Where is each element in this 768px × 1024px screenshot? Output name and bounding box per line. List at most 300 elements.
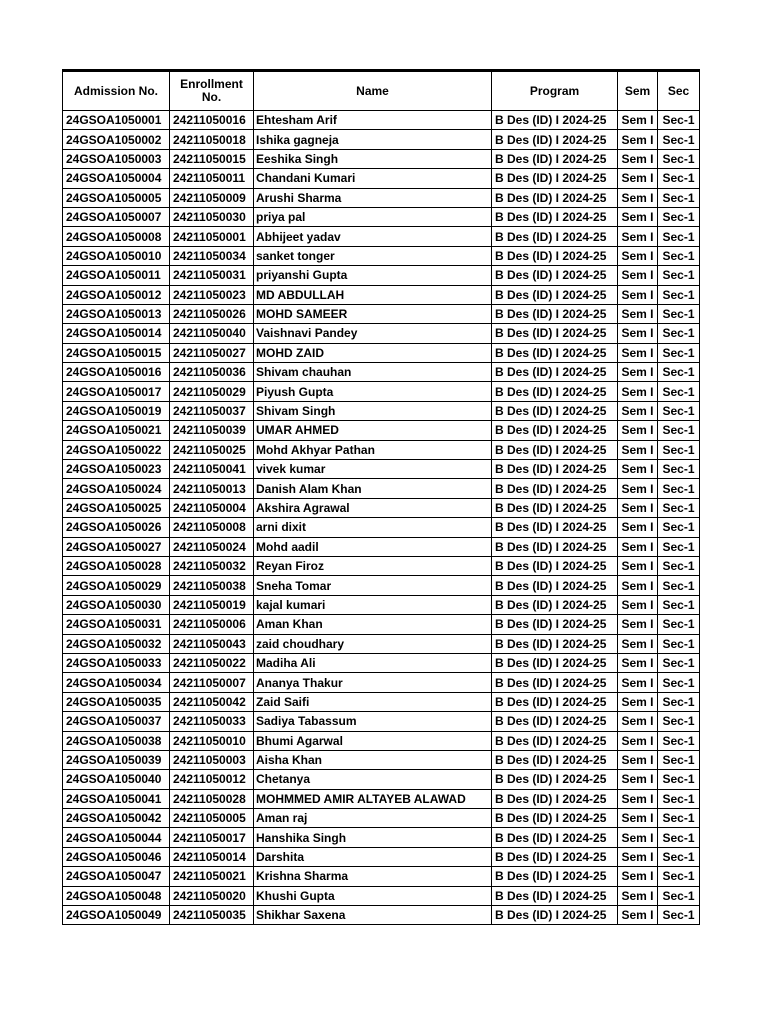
name-cell: Abhijeet yadav bbox=[254, 227, 492, 246]
program-cell: B Des (ID) I 2024-25 bbox=[492, 886, 618, 905]
sec-cell: Sec-1 bbox=[658, 770, 700, 789]
admission-no-cell: 24GSOA1050048 bbox=[63, 886, 170, 905]
name-cell: Akshira Agrawal bbox=[254, 498, 492, 517]
admission-no-cell: 24GSOA1050031 bbox=[63, 615, 170, 634]
name-cell: MOHMMED AMIR ALTAYEB ALAWAD bbox=[254, 789, 492, 808]
table-row bbox=[63, 304, 700, 323]
admission-no-cell: 24GSOA1050002 bbox=[63, 130, 170, 149]
admission-no-cell: 24GSOA1050015 bbox=[63, 343, 170, 362]
sem-cell: Sem I bbox=[618, 731, 658, 750]
table-row bbox=[63, 169, 700, 188]
admission-no-cell: 24GSOA1050001 bbox=[63, 111, 170, 130]
enrollment-no-cell: 24211050018 bbox=[170, 130, 254, 149]
admission-no-cell: 24GSOA1050033 bbox=[63, 653, 170, 672]
table-row bbox=[63, 188, 700, 207]
table-row bbox=[63, 130, 700, 149]
enrollment-no-cell: 24211050015 bbox=[170, 149, 254, 168]
sec-cell: Sec-1 bbox=[658, 673, 700, 692]
header-sec: Sec bbox=[658, 71, 700, 111]
student-list-sheet bbox=[62, 69, 699, 925]
admission-no-cell: 24GSOA1050029 bbox=[63, 576, 170, 595]
name-cell: Aisha Khan bbox=[254, 750, 492, 769]
sec-cell: Sec-1 bbox=[658, 304, 700, 323]
enrollment-no-cell: 24211050031 bbox=[170, 266, 254, 285]
table-row bbox=[63, 886, 700, 905]
sec-cell: Sec-1 bbox=[658, 595, 700, 614]
table-row bbox=[63, 266, 700, 285]
enrollment-no-cell: 24211050005 bbox=[170, 809, 254, 828]
admission-no-cell: 24GSOA1050035 bbox=[63, 692, 170, 711]
table-row bbox=[63, 207, 700, 226]
admission-no-cell: 24GSOA1050021 bbox=[63, 421, 170, 440]
table-row bbox=[63, 246, 700, 265]
name-cell: Vaishnavi Pandey bbox=[254, 324, 492, 343]
name-cell: MD ABDULLAH bbox=[254, 285, 492, 304]
enrollment-no-cell: 24211050034 bbox=[170, 246, 254, 265]
sem-cell: Sem I bbox=[618, 304, 658, 323]
admission-no-cell: 24GSOA1050047 bbox=[63, 867, 170, 886]
enrollment-no-cell: 24211050042 bbox=[170, 692, 254, 711]
sem-cell: Sem I bbox=[618, 653, 658, 672]
header-name: Name bbox=[254, 71, 492, 111]
admission-no-cell: 24GSOA1050003 bbox=[63, 149, 170, 168]
table-row bbox=[63, 382, 700, 401]
name-cell: Aman raj bbox=[254, 809, 492, 828]
sec-cell: Sec-1 bbox=[658, 653, 700, 672]
enrollment-no-cell: 24211050003 bbox=[170, 750, 254, 769]
sec-cell: Sec-1 bbox=[658, 324, 700, 343]
admission-no-cell: 24GSOA1050028 bbox=[63, 556, 170, 575]
program-cell: B Des (ID) I 2024-25 bbox=[492, 285, 618, 304]
admission-no-cell: 24GSOA1050022 bbox=[63, 440, 170, 459]
enrollment-no-cell: 24211050004 bbox=[170, 498, 254, 517]
program-cell: B Des (ID) I 2024-25 bbox=[492, 207, 618, 226]
sem-cell: Sem I bbox=[618, 828, 658, 847]
sec-cell: Sec-1 bbox=[658, 828, 700, 847]
program-cell: B Des (ID) I 2024-25 bbox=[492, 401, 618, 420]
admission-no-cell: 24GSOA1050012 bbox=[63, 285, 170, 304]
name-cell: Krishna Sharma bbox=[254, 867, 492, 886]
sec-cell: Sec-1 bbox=[658, 556, 700, 575]
sec-cell: Sec-1 bbox=[658, 401, 700, 420]
sec-cell: Sec-1 bbox=[658, 576, 700, 595]
sem-cell: Sem I bbox=[618, 382, 658, 401]
enrollment-no-cell: 24211050038 bbox=[170, 576, 254, 595]
program-cell: B Des (ID) I 2024-25 bbox=[492, 363, 618, 382]
sem-cell: Sem I bbox=[618, 712, 658, 731]
table-row bbox=[63, 750, 700, 769]
table-row bbox=[63, 324, 700, 343]
admission-no-cell: 24GSOA1050007 bbox=[63, 207, 170, 226]
sec-cell: Sec-1 bbox=[658, 692, 700, 711]
enrollment-no-cell: 24211050021 bbox=[170, 867, 254, 886]
table-row bbox=[63, 498, 700, 517]
enrollment-no-cell: 24211050023 bbox=[170, 285, 254, 304]
admission-no-cell: 24GSOA1050044 bbox=[63, 828, 170, 847]
enrollment-no-cell: 24211050022 bbox=[170, 653, 254, 672]
name-cell: priya pal bbox=[254, 207, 492, 226]
name-cell: Arushi Sharma bbox=[254, 188, 492, 207]
name-cell: UMAR AHMED bbox=[254, 421, 492, 440]
sec-cell: Sec-1 bbox=[658, 498, 700, 517]
admission-no-cell: 24GSOA1050038 bbox=[63, 731, 170, 750]
sec-cell: Sec-1 bbox=[658, 460, 700, 479]
admission-no-cell: 24GSOA1050017 bbox=[63, 382, 170, 401]
sec-cell: Sec-1 bbox=[658, 537, 700, 556]
enrollment-no-cell: 24211050007 bbox=[170, 673, 254, 692]
name-cell: Khushi Gupta bbox=[254, 886, 492, 905]
sec-cell: Sec-1 bbox=[658, 712, 700, 731]
admission-no-cell: 24GSOA1050037 bbox=[63, 712, 170, 731]
sec-cell: Sec-1 bbox=[658, 130, 700, 149]
table-row bbox=[63, 673, 700, 692]
sec-cell: Sec-1 bbox=[658, 266, 700, 285]
program-cell: B Des (ID) I 2024-25 bbox=[492, 731, 618, 750]
enrollment-no-cell: 24211050006 bbox=[170, 615, 254, 634]
table-row bbox=[63, 518, 700, 537]
program-cell: B Des (ID) I 2024-25 bbox=[492, 188, 618, 207]
sem-cell: Sem I bbox=[618, 111, 658, 130]
program-cell: B Des (ID) I 2024-25 bbox=[492, 479, 618, 498]
table-row bbox=[63, 363, 700, 382]
admission-no-cell: 24GSOA1050024 bbox=[63, 479, 170, 498]
name-cell: kajal kumari bbox=[254, 595, 492, 614]
sec-cell: Sec-1 bbox=[658, 867, 700, 886]
sem-cell: Sem I bbox=[618, 460, 658, 479]
name-cell: MOHD SAMEER bbox=[254, 304, 492, 323]
sem-cell: Sem I bbox=[618, 537, 658, 556]
enrollment-no-cell: 24211050017 bbox=[170, 828, 254, 847]
admission-no-cell: 24GSOA1050019 bbox=[63, 401, 170, 420]
sec-cell: Sec-1 bbox=[658, 421, 700, 440]
program-cell: B Des (ID) I 2024-25 bbox=[492, 712, 618, 731]
admission-no-cell: 24GSOA1050014 bbox=[63, 324, 170, 343]
table-row bbox=[63, 556, 700, 575]
program-cell: B Des (ID) I 2024-25 bbox=[492, 130, 618, 149]
admission-no-cell: 24GSOA1050011 bbox=[63, 266, 170, 285]
enrollment-no-cell: 24211050039 bbox=[170, 421, 254, 440]
table-row bbox=[63, 847, 700, 866]
sem-cell: Sem I bbox=[618, 634, 658, 653]
table-row bbox=[63, 653, 700, 672]
sem-cell: Sem I bbox=[618, 789, 658, 808]
admission-no-cell: 24GSOA1050013 bbox=[63, 304, 170, 323]
admission-no-cell: 24GSOA1050004 bbox=[63, 169, 170, 188]
sem-cell: Sem I bbox=[618, 867, 658, 886]
header-sem: Sem bbox=[618, 71, 658, 111]
sem-cell: Sem I bbox=[618, 576, 658, 595]
enrollment-no-cell: 24211050041 bbox=[170, 460, 254, 479]
table-row bbox=[63, 421, 700, 440]
enrollment-no-cell: 24211050020 bbox=[170, 886, 254, 905]
table-row bbox=[63, 789, 700, 808]
sem-cell: Sem I bbox=[618, 169, 658, 188]
program-cell: B Des (ID) I 2024-25 bbox=[492, 556, 618, 575]
enrollment-no-cell: 24211050026 bbox=[170, 304, 254, 323]
enrollment-no-cell: 24211050014 bbox=[170, 847, 254, 866]
header-enrollment-no: Enrollment No. bbox=[170, 71, 254, 111]
sec-cell: Sec-1 bbox=[658, 382, 700, 401]
name-cell: arni dixit bbox=[254, 518, 492, 537]
sem-cell: Sem I bbox=[618, 401, 658, 420]
sem-cell: Sem I bbox=[618, 770, 658, 789]
sem-cell: Sem I bbox=[618, 188, 658, 207]
name-cell: Ehtesham Arif bbox=[254, 111, 492, 130]
sem-cell: Sem I bbox=[618, 440, 658, 459]
table-row bbox=[63, 576, 700, 595]
admission-no-cell: 24GSOA1050040 bbox=[63, 770, 170, 789]
enrollment-no-cell: 24211050032 bbox=[170, 556, 254, 575]
sem-cell: Sem I bbox=[618, 518, 658, 537]
program-cell: B Des (ID) I 2024-25 bbox=[492, 382, 618, 401]
table-row bbox=[63, 537, 700, 556]
enrollment-no-cell: 24211050033 bbox=[170, 712, 254, 731]
name-cell: Aman Khan bbox=[254, 615, 492, 634]
program-cell: B Des (ID) I 2024-25 bbox=[492, 111, 618, 130]
sem-cell: Sem I bbox=[618, 324, 658, 343]
table-row bbox=[63, 479, 700, 498]
table-row bbox=[63, 343, 700, 362]
program-cell: B Des (ID) I 2024-25 bbox=[492, 615, 618, 634]
table-row bbox=[63, 460, 700, 479]
table-row bbox=[63, 227, 700, 246]
sem-cell: Sem I bbox=[618, 207, 658, 226]
program-cell: B Des (ID) I 2024-25 bbox=[492, 246, 618, 265]
program-cell: B Des (ID) I 2024-25 bbox=[492, 847, 618, 866]
name-cell: vivek kumar bbox=[254, 460, 492, 479]
table-row bbox=[63, 440, 700, 459]
sec-cell: Sec-1 bbox=[658, 906, 700, 925]
sem-cell: Sem I bbox=[618, 343, 658, 362]
name-cell: sanket tonger bbox=[254, 246, 492, 265]
sec-cell: Sec-1 bbox=[658, 363, 700, 382]
table-row bbox=[63, 867, 700, 886]
name-cell: Ananya Thakur bbox=[254, 673, 492, 692]
enrollment-no-cell: 24211050035 bbox=[170, 906, 254, 925]
admission-no-cell: 24GSOA1050046 bbox=[63, 847, 170, 866]
sem-cell: Sem I bbox=[618, 227, 658, 246]
program-cell: B Des (ID) I 2024-25 bbox=[492, 867, 618, 886]
sec-cell: Sec-1 bbox=[658, 111, 700, 130]
enrollment-no-cell: 24211050030 bbox=[170, 207, 254, 226]
program-cell: B Des (ID) I 2024-25 bbox=[492, 750, 618, 769]
admission-no-cell: 24GSOA1050005 bbox=[63, 188, 170, 207]
name-cell: Sadiya Tabassum bbox=[254, 712, 492, 731]
name-cell: Madiha Ali bbox=[254, 653, 492, 672]
name-cell: Zaid Saifi bbox=[254, 692, 492, 711]
table-row bbox=[63, 809, 700, 828]
table-row bbox=[63, 111, 700, 130]
program-cell: B Des (ID) I 2024-25 bbox=[492, 149, 618, 168]
program-cell: B Des (ID) I 2024-25 bbox=[492, 906, 618, 925]
sec-cell: Sec-1 bbox=[658, 343, 700, 362]
enrollment-no-cell: 24211050010 bbox=[170, 731, 254, 750]
enrollment-no-cell: 24211050028 bbox=[170, 789, 254, 808]
sec-cell: Sec-1 bbox=[658, 440, 700, 459]
student-table bbox=[62, 69, 700, 925]
program-cell: B Des (ID) I 2024-25 bbox=[492, 673, 618, 692]
sem-cell: Sem I bbox=[618, 498, 658, 517]
enrollment-no-cell: 24211050029 bbox=[170, 382, 254, 401]
table-row bbox=[63, 595, 700, 614]
sem-cell: Sem I bbox=[618, 363, 658, 382]
sem-cell: Sem I bbox=[618, 266, 658, 285]
enrollment-no-cell: 24211050040 bbox=[170, 324, 254, 343]
admission-no-cell: 24GSOA1050042 bbox=[63, 809, 170, 828]
sec-cell: Sec-1 bbox=[658, 731, 700, 750]
sec-cell: Sec-1 bbox=[658, 227, 700, 246]
name-cell: Reyan Firoz bbox=[254, 556, 492, 575]
program-cell: B Des (ID) I 2024-25 bbox=[492, 653, 618, 672]
enrollment-no-cell: 24211050012 bbox=[170, 770, 254, 789]
enrollment-no-cell: 24211050008 bbox=[170, 518, 254, 537]
sem-cell: Sem I bbox=[618, 246, 658, 265]
enrollment-no-cell: 24211050027 bbox=[170, 343, 254, 362]
header-admission-no: Admission No. bbox=[63, 71, 170, 111]
name-cell: Bhumi Agarwal bbox=[254, 731, 492, 750]
program-cell: B Des (ID) I 2024-25 bbox=[492, 343, 618, 362]
program-cell: B Des (ID) I 2024-25 bbox=[492, 692, 618, 711]
enrollment-no-cell: 24211050019 bbox=[170, 595, 254, 614]
admission-no-cell: 24GSOA1050032 bbox=[63, 634, 170, 653]
header-row bbox=[63, 71, 700, 111]
sec-cell: Sec-1 bbox=[658, 479, 700, 498]
header-program: Program bbox=[492, 71, 618, 111]
admission-no-cell: 24GSOA1050025 bbox=[63, 498, 170, 517]
enrollment-no-cell: 24211050043 bbox=[170, 634, 254, 653]
name-cell: MOHD ZAID bbox=[254, 343, 492, 362]
sec-cell: Sec-1 bbox=[658, 207, 700, 226]
program-cell: B Des (ID) I 2024-25 bbox=[492, 460, 618, 479]
program-cell: B Des (ID) I 2024-25 bbox=[492, 828, 618, 847]
enrollment-no-cell: 24211050011 bbox=[170, 169, 254, 188]
sec-cell: Sec-1 bbox=[658, 246, 700, 265]
sec-cell: Sec-1 bbox=[658, 809, 700, 828]
name-cell: Shivam chauhan bbox=[254, 363, 492, 382]
admission-no-cell: 24GSOA1050039 bbox=[63, 750, 170, 769]
sec-cell: Sec-1 bbox=[658, 518, 700, 537]
sem-cell: Sem I bbox=[618, 673, 658, 692]
enrollment-no-cell: 24211050036 bbox=[170, 363, 254, 382]
enrollment-no-cell: 24211050001 bbox=[170, 227, 254, 246]
admission-no-cell: 24GSOA1050026 bbox=[63, 518, 170, 537]
name-cell: Shivam Singh bbox=[254, 401, 492, 420]
program-cell: B Des (ID) I 2024-25 bbox=[492, 770, 618, 789]
name-cell: Chetanya bbox=[254, 770, 492, 789]
program-cell: B Des (ID) I 2024-25 bbox=[492, 537, 618, 556]
name-cell: Ishika gagneja bbox=[254, 130, 492, 149]
program-cell: B Des (ID) I 2024-25 bbox=[492, 227, 618, 246]
enrollment-no-cell: 24211050016 bbox=[170, 111, 254, 130]
name-cell: Mohd Akhyar Pathan bbox=[254, 440, 492, 459]
program-cell: B Des (ID) I 2024-25 bbox=[492, 789, 618, 808]
table-row bbox=[63, 712, 700, 731]
sec-cell: Sec-1 bbox=[658, 886, 700, 905]
sec-cell: Sec-1 bbox=[658, 847, 700, 866]
table-row bbox=[63, 692, 700, 711]
sem-cell: Sem I bbox=[618, 149, 658, 168]
program-cell: B Des (ID) I 2024-25 bbox=[492, 440, 618, 459]
admission-no-cell: 24GSOA1050008 bbox=[63, 227, 170, 246]
sec-cell: Sec-1 bbox=[658, 285, 700, 304]
table-row bbox=[63, 634, 700, 653]
name-cell: priyanshi Gupta bbox=[254, 266, 492, 285]
sem-cell: Sem I bbox=[618, 595, 658, 614]
admission-no-cell: 24GSOA1050041 bbox=[63, 789, 170, 808]
table-row bbox=[63, 149, 700, 168]
name-cell: Hanshika Singh bbox=[254, 828, 492, 847]
table-row bbox=[63, 401, 700, 420]
sec-cell: Sec-1 bbox=[658, 750, 700, 769]
table-body bbox=[63, 111, 700, 925]
sec-cell: Sec-1 bbox=[658, 615, 700, 634]
admission-no-cell: 24GSOA1050010 bbox=[63, 246, 170, 265]
enrollment-no-cell: 24211050025 bbox=[170, 440, 254, 459]
table-row bbox=[63, 828, 700, 847]
name-cell: Sneha Tomar bbox=[254, 576, 492, 595]
program-cell: B Des (ID) I 2024-25 bbox=[492, 421, 618, 440]
sem-cell: Sem I bbox=[618, 750, 658, 769]
name-cell: Mohd aadil bbox=[254, 537, 492, 556]
table-header bbox=[63, 71, 700, 111]
sem-cell: Sem I bbox=[618, 285, 658, 304]
program-cell: B Des (ID) I 2024-25 bbox=[492, 169, 618, 188]
program-cell: B Des (ID) I 2024-25 bbox=[492, 266, 618, 285]
program-cell: B Des (ID) I 2024-25 bbox=[492, 634, 618, 653]
name-cell: zaid choudhary bbox=[254, 634, 492, 653]
sem-cell: Sem I bbox=[618, 479, 658, 498]
sem-cell: Sem I bbox=[618, 886, 658, 905]
table-row bbox=[63, 906, 700, 925]
table-row bbox=[63, 285, 700, 304]
admission-no-cell: 24GSOA1050027 bbox=[63, 537, 170, 556]
name-cell: Darshita bbox=[254, 847, 492, 866]
sem-cell: Sem I bbox=[618, 847, 658, 866]
name-cell: Chandani Kumari bbox=[254, 169, 492, 188]
sec-cell: Sec-1 bbox=[658, 188, 700, 207]
admission-no-cell: 24GSOA1050016 bbox=[63, 363, 170, 382]
table-row bbox=[63, 731, 700, 750]
program-cell: B Des (ID) I 2024-25 bbox=[492, 518, 618, 537]
sec-cell: Sec-1 bbox=[658, 149, 700, 168]
name-cell: Eeshika Singh bbox=[254, 149, 492, 168]
sem-cell: Sem I bbox=[618, 615, 658, 634]
sec-cell: Sec-1 bbox=[658, 169, 700, 188]
name-cell: Piyush Gupta bbox=[254, 382, 492, 401]
enrollment-no-cell: 24211050009 bbox=[170, 188, 254, 207]
program-cell: B Des (ID) I 2024-25 bbox=[492, 595, 618, 614]
enrollment-no-cell: 24211050037 bbox=[170, 401, 254, 420]
enrollment-no-cell: 24211050024 bbox=[170, 537, 254, 556]
sem-cell: Sem I bbox=[618, 421, 658, 440]
admission-no-cell: 24GSOA1050023 bbox=[63, 460, 170, 479]
sem-cell: Sem I bbox=[618, 556, 658, 575]
sem-cell: Sem I bbox=[618, 130, 658, 149]
program-cell: B Des (ID) I 2024-25 bbox=[492, 498, 618, 517]
sem-cell: Sem I bbox=[618, 906, 658, 925]
admission-no-cell: 24GSOA1050030 bbox=[63, 595, 170, 614]
program-cell: B Des (ID) I 2024-25 bbox=[492, 304, 618, 323]
program-cell: B Des (ID) I 2024-25 bbox=[492, 809, 618, 828]
admission-no-cell: 24GSOA1050034 bbox=[63, 673, 170, 692]
admission-no-cell: 24GSOA1050049 bbox=[63, 906, 170, 925]
table-row bbox=[63, 770, 700, 789]
sec-cell: Sec-1 bbox=[658, 789, 700, 808]
name-cell: Danish Alam Khan bbox=[254, 479, 492, 498]
enrollment-no-cell: 24211050013 bbox=[170, 479, 254, 498]
name-cell: Shikhar Saxena bbox=[254, 906, 492, 925]
sem-cell: Sem I bbox=[618, 692, 658, 711]
